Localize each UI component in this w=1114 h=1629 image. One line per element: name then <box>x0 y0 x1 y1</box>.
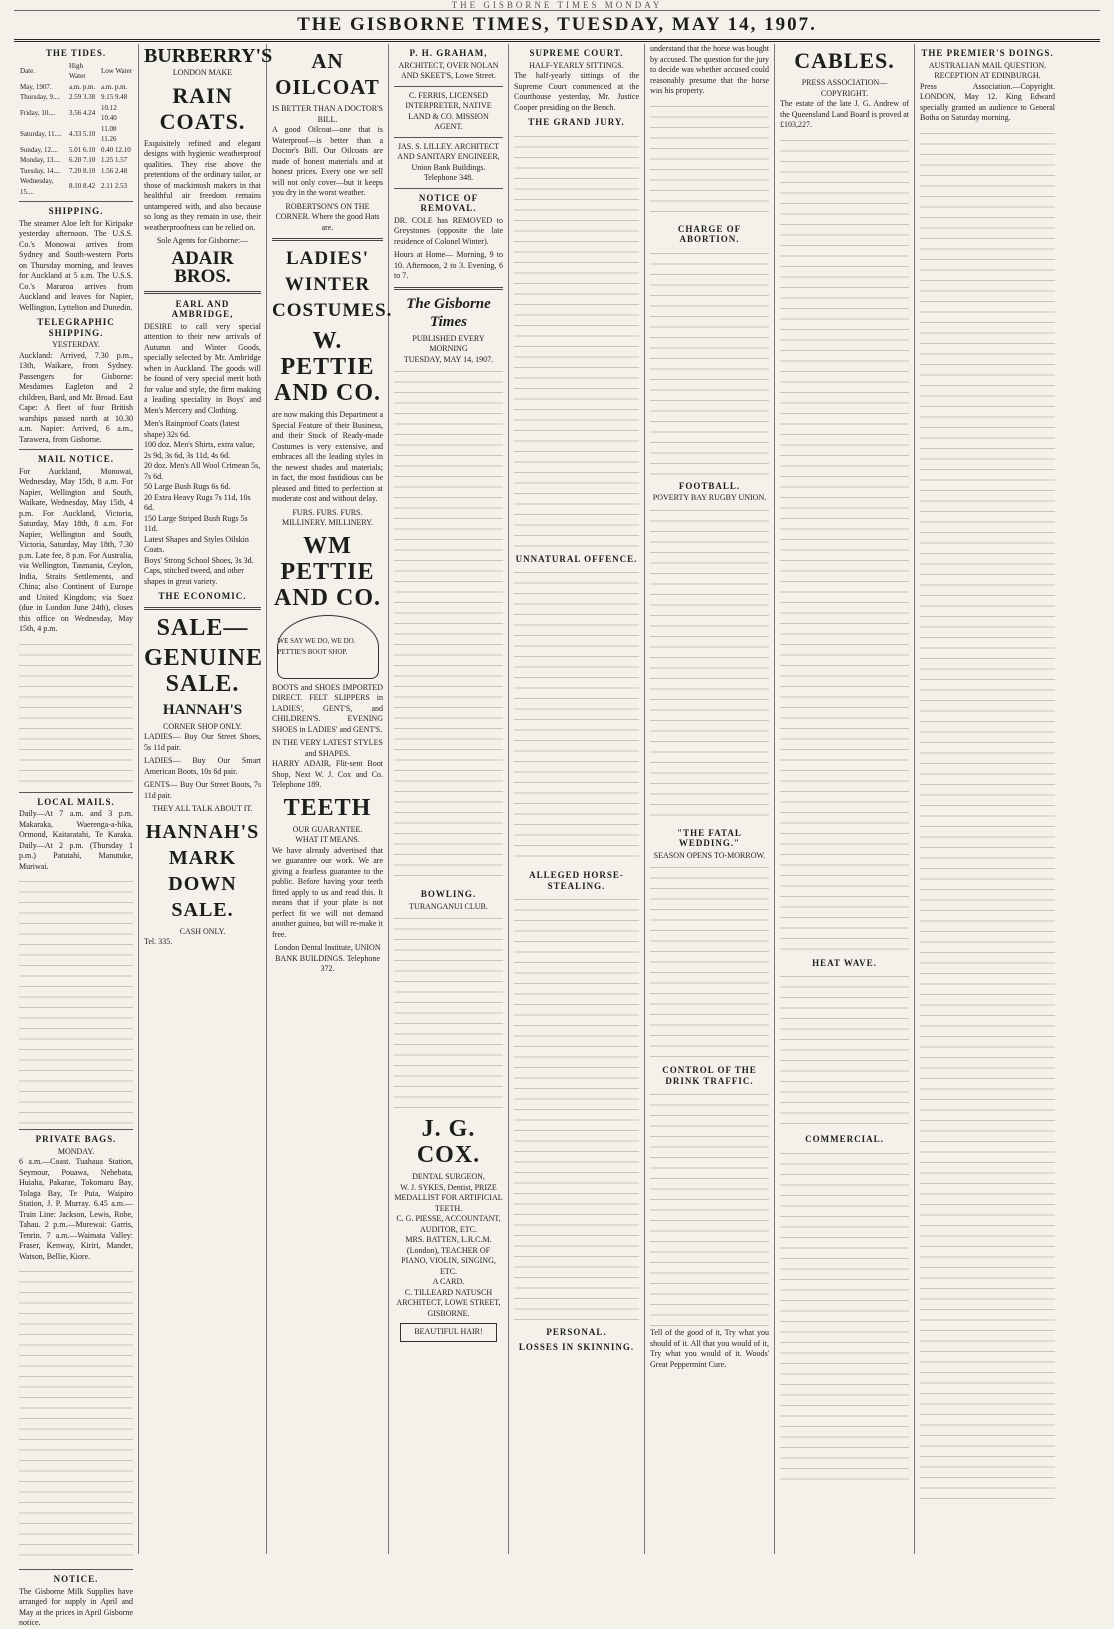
tides-row <box>19 103 133 124</box>
newspaper-page <box>14 0 1100 1627</box>
earl-item: Caps, stitched tweed, and other shapes in great variety. <box>144 566 244 586</box>
charge-title: CHARGE OF ABORTION. <box>677 223 742 244</box>
tides-cell: 2.11 2.53 <box>101 182 128 191</box>
mail-title: MAIL NOTICE. <box>37 454 114 464</box>
fatal-wedding-sub: SEASON OPENS TO-MORROW. <box>653 850 766 860</box>
tides-cell: Monday, 13.... <box>20 156 61 164</box>
earl-item: 50 Large Bush Rugs 6s 6d. <box>144 482 231 491</box>
tides-row <box>19 145 133 156</box>
tilleard: C. TILLEARD NATUSCH ARCHITECT, LOWE STREET, GISBORNE. <box>396 1287 501 1318</box>
sale-big: GENUINE SALE. <box>144 644 264 697</box>
cables-text: The estate of the late J. G. Andrew of the Queensland Land Board is proved at £103,227. <box>780 99 909 129</box>
tides-row <box>19 92 133 103</box>
harry-adair: HARRY ADAIR, Flit-sent Boot Shop, Next W. J. Cox and Co. Telephone 189. <box>272 759 383 789</box>
seal-text: WE SAY WE DO, WE DO. PETTIE'S BOOT SHOP. <box>277 637 356 656</box>
sykes: W. J. SYKES, Dentist, PRIZE MEDALLIST FOR ARTIFICIAL TEETH. <box>394 1182 503 1213</box>
burberry-text: Exquisitely refined and elegant designs with hygienic weatherproof qualities. They rise above the pretentions of the ordinary tailor, or those of mackintosh makers in that healthful air freedom remains untampered with, and also because so long as they remain in use, their weatherproofness can be relied on. <box>144 138 261 232</box>
burberry-sub: LONDON MAKE <box>172 68 233 77</box>
bowling-sub: TURANGANUI CLUB. <box>409 901 488 911</box>
commercial-text <box>780 1147 909 1487</box>
telegraphic-text: Auckland: Arrived, 7.30 p.m., 13th, Waikare, from Sydney. Passengers for Gisborne: Mesdames Eagleton and 2 children, Bard, and Mr. Broad. East Cape: A fleet of four British warships passed north at 10.30 a.m. Napier: Arrived, 6 a.m., Tarawera, from Gisborne. <box>19 350 133 444</box>
millinery: MILLINERY. MILLINERY. <box>281 518 374 527</box>
premier-continued <box>920 127 1055 1507</box>
column-3 <box>267 44 393 1554</box>
economic-title: THE ECONOMIC. <box>158 591 247 601</box>
adair-title: ADAIR BROS. <box>171 247 234 287</box>
gisborne-times: The Gisborne Times <box>406 295 491 330</box>
drink-traffic-text <box>650 1088 769 1328</box>
robertson: ROBERTSON'S ON THE CORNER. Where the good Hats are. <box>275 201 380 232</box>
drink-traffic-title: CONTROL OF THE DRINK TRAFFIC. <box>662 1065 757 1086</box>
horse-stealing-title: ALLEGED HORSE-STEALING. <box>529 870 624 891</box>
tides-cell: 11.08 11.26 <box>101 124 117 143</box>
top-strip: THE GISBORNE TIMES MONDAY <box>14 0 1100 11</box>
shipping-text: The steamer Aloe left for Kiripake yesterday afternoon. The U.S.S. Co.'s Monowai arrives from Sydney and South-western Ports on Thursday morning, and leaves for Auckland at 5 a.m. The U.S.S. Co.'s Mararoa arrives from Auckland and leaves for Napier, Wellington, Lyttelton and Dunedin. <box>19 218 133 312</box>
london-dental: London Dental Institute, UNION BANK BUILDINGS. Telephone 372. <box>274 943 381 973</box>
charge-text <box>650 247 769 477</box>
personal-title: PERSONAL. <box>546 1327 607 1337</box>
tides-cell: a.m. p.m. <box>68 82 96 91</box>
football-sub: POVERTY BAY RUGBY UNION. <box>652 493 767 502</box>
adair-sub: Sole Agents for Gisborne:— <box>156 236 249 245</box>
burberry-title: BURBERRY'S <box>144 45 273 67</box>
grand-jury-text <box>514 130 639 550</box>
teeth-text: We have already advertised that we guarantee our work. We are giving a fearless guarantee to the public. Before having your teeth fitted apply to us and read this. It means that if your plate is not perfect fit we will not demand another guinea, but will re-make it free. <box>272 845 383 939</box>
private-bags-title: PRIVATE BAGS. <box>35 1134 117 1144</box>
earl-items-list <box>144 419 261 587</box>
tides-header: Date. <box>20 66 35 75</box>
tides-cell: Saturday, 11.... <box>20 129 62 138</box>
bowling-text <box>394 912 503 1112</box>
telegraphic-sub: YESTERDAY. <box>52 340 100 349</box>
cash-only: CASH ONLY. <box>179 926 226 936</box>
cables-continued <box>780 134 909 954</box>
football-title: FOOTBALL. <box>678 480 741 491</box>
columns <box>14 44 1100 1627</box>
removal-title: NOTICE OF REMOVAL. <box>418 192 479 213</box>
tides-cell: 10.12 10.40 <box>101 103 117 122</box>
tides-cell: 1.25 1.57 <box>101 156 128 164</box>
heat-wave-title: HEAT WAVE. <box>812 957 877 968</box>
telegraphic-title: TELEGRAPHIC SHIPPING. <box>37 317 115 338</box>
batten: MRS. BATTEN, L.R.C.M. (London), TEACHER OF PIANO, VIOLIN, SINGING, ETC. <box>401 1235 496 1276</box>
notice-text: The Gisborne Milk Supplies have arranged for supply in April and May at the prices in April Gisborne notice. <box>19 1586 133 1627</box>
fatal-wedding-text <box>650 861 769 1061</box>
markdown-title: HANNAH'S MARK DOWN SALE. <box>145 820 260 921</box>
tides-cell: Tuesday, 14.... <box>20 166 61 175</box>
guarantee: OUR GUARANTEE. <box>292 824 363 834</box>
court-title: SUPREME COURT. <box>529 48 624 58</box>
local-mails-text: Daily—At 7 a.m. and 3 p.m. Makaraka, Waerenga-a-hika, Ormond, Kaitaratahi, Te Karaka. Daily—At 2 p.m. (Thursday 1 p.m.) Patutahi, Manutuke, Muriwai. <box>19 809 133 871</box>
oilcoat-text: A good Oilcoat—one that is Waterproof—is better than a Doctor's Bill. Our Oilcoats are made of honest materials and at honest prices. Every one we sell will not only cover—but it keeps you dry in the worst weather. <box>272 125 383 197</box>
kelbian-text: understand that the horse was bought by accused. The question for the jury to decide was whether accused could reasonably presume that the horse was his property. <box>650 44 769 95</box>
tides-header: Low Water <box>101 66 133 75</box>
pettie-seal-icon <box>277 615 379 679</box>
column-1 <box>14 44 139 1627</box>
offence-text <box>514 566 639 866</box>
tides-cell: 8.10 8.42 <box>68 182 96 191</box>
hours: Hours at Home— Morning, 9 to 10. Afternoon, 2 to 3. Evening, 6 to 7. <box>394 250 503 280</box>
offence-title: UNNATURAL OFFENCE. <box>515 553 638 564</box>
graham-title: P. H. GRAHAM, <box>409 48 488 58</box>
cox-sub: DENTAL SURGEON, <box>412 1172 485 1181</box>
private-bags-continued <box>19 1265 133 1565</box>
premier-title: THE PREMIER'S DOINGS. <box>921 48 1054 58</box>
football-text <box>650 504 769 824</box>
local-mails-title: LOCAL MAILS. <box>37 796 115 807</box>
cables-sub: PRESS ASSOCIATION—COPYRIGHT. <box>801 78 888 98</box>
earl-item: 150 Large Striped Bush Rugs 5s 11d. <box>144 513 248 533</box>
private-bags-text: 6 a.m.—Coast. Tuahaua Station, Seymour, Pouawa, Nehebata, Huiaha, Pakarae, Tokomaru Bay, Tolaga Bay, Te Puia, Waipiro Station, J. P. Murray. 6.45 a.m.—Train Line: Jackson, Lewis, Robe, Tahau. 2 p.m.—Murewai: Garris, Tenrin. 7 a.m.—Waimata Valley: Fraser, Kenway, Kiriri, Mander, Watson, Bellie, Kiore. <box>19 1157 133 1261</box>
peppermint-cure: Tell of the good of it, Try what you should of it. All that you would of it, Try what you would of it. Woods' Great Peppermint Cure. <box>650 1328 769 1369</box>
pettie-title: W. PETTIE AND CO. <box>274 328 381 406</box>
ferris: C. FERRIS, LICENSED INTERPRETER, NATIVE LAND & CO. MISSION AGENT. <box>405 90 492 131</box>
tides-cell: Sunday, 12.... <box>20 145 59 154</box>
hannah-title: HANNAH'S <box>162 701 243 718</box>
sale-title: SALE— <box>156 614 249 641</box>
what-it-means: WHAT IT MEANS. <box>295 835 360 844</box>
tides-row <box>19 155 133 166</box>
earl-text: DESIRE to call very special attention to their new arrivals of Autumn and Winter Goods, specially selected by Mr. Ambridge when in Auckland. The goods will be found of very special merit both for value and style, the firm making a leading speciality in Boys' and Men's Mercery and Clothing. <box>144 321 261 415</box>
tides-cell: 3.56 4.24 <box>68 108 96 117</box>
tides-cell: 5.01 6.10 <box>68 145 96 154</box>
tides-cell: 9.15 9.48 <box>101 93 128 101</box>
tides-row <box>19 176 133 197</box>
notice-title: NOTICE. <box>53 1574 99 1584</box>
editorial-text <box>394 365 503 885</box>
tides-cell: 0.40 12.10 <box>101 145 131 154</box>
masthead-title: THE GISBORNE TIMES, TUESDAY, MAY 14, 1907. <box>14 11 1100 42</box>
very-latest: IN THE VERY LATEST STYLES and SHAPES. <box>272 738 383 758</box>
tides-row <box>19 166 133 177</box>
column-6 <box>645 44 775 1554</box>
beautiful-hair: BEAUTIFUL HAIR! <box>400 1323 497 1342</box>
pettie-title-2: WM PETTIE AND CO. <box>274 532 381 611</box>
mail-text: For Auckland, Monowai, Wednesday, May 15th, 8 a.m. For Napier, Wellington and South, Waikare, Wednesday, May 15th, 4 p.m. For Auckland, Victoria, Saturday, May 18th, 8 a.m. For Napier, Wellington and South, Victoria, Saturday, May 18th, 7.30 p.m. Late fee, 8 p.m. For Australia, via Wellington, Tasmania, Ceylon, India, Straits Settlements, and China; also Continent of Europe and United Kingdom; via Suez (due in London June 24th), closes this office on Wednesday, May 15th, 4 p.m. <box>19 466 133 633</box>
tides-cell: 7.20 8.10 <box>68 166 96 175</box>
column-2 <box>139 44 273 1554</box>
piesse: C. G. PIESSE, ACCOUNTANT, AUDITOR, ETC. <box>396 1214 501 1234</box>
tides-cell: May, 1907. <box>20 82 52 91</box>
teeth-title: TEETH <box>283 794 372 821</box>
fatal-wedding-title: "THE FATAL WEDDING." <box>677 827 742 848</box>
earl-item: Boys' Strong School Shoes, 3s 3d. <box>144 555 254 565</box>
earl-item: Men's Rainproof Coats (latest shape) 32s 6d. <box>144 419 240 439</box>
court-text: The half-yearly sittings of the Supreme Court commenced at the Courthouse yesterday, Mr. Justice Cooper presiding on the Bench. <box>514 71 639 112</box>
private-bags-sub: MONDAY. <box>57 1146 95 1156</box>
pettie-text: are now making this Department a Special Feature of their Business, and their Stock of Ready-made Costumes is very extensive, and embraces all the leading styles in the newest shades and materials; in fact, the most fastidious can be pleased and fitted to perfection at moderate cost and without delay. <box>272 410 383 503</box>
cox-title: J. G. COX. <box>416 1116 481 1168</box>
earl-item: 20 Extra Heavy Rugs 7s 11d, 10s 6d. <box>144 492 251 512</box>
tides-header: High Water <box>68 61 86 80</box>
heat-wave-text <box>780 970 909 1130</box>
graham-sub: ARCHITECT, OVER NOLAN AND SKEET'S, Lowe Street. <box>398 60 499 80</box>
horse-stealing-text <box>514 893 639 1323</box>
earl-item: 100 doz. Men's Shirts, extra value, 2s 9d, 3s 6d, 3s 11d, 4s 6d. <box>144 440 255 460</box>
grand-jury-title: THE GRAND JURY. <box>528 117 625 127</box>
removal-text: DR. COLE has REMOVED to Greystones (opposite the late residence of Colonel Winter). <box>394 215 503 246</box>
tides-cell: 1.56 2.48 <box>101 166 128 175</box>
edinburgh: RECEPTION AT EDINBURGH. <box>934 71 1041 80</box>
earl-title: EARL AND AMBRIDGE, <box>171 298 234 319</box>
lilley: JAS. S. LILLEY. ARCHITECT AND SANITARY ENGINEER, Union Bank Buildings. Telephone 348. <box>397 141 500 182</box>
bowling-title: BOWLING. <box>420 889 477 899</box>
tides-row <box>19 82 133 93</box>
premier-sub: AUSTRALIAN MAIL QUESTION. <box>928 60 1047 70</box>
tides-cell: a.m. p.m. <box>101 82 128 91</box>
ladies-smart: LADIES— Buy Our Smart American Boots, 10s 6d pair. <box>144 756 261 776</box>
column-5 <box>509 44 645 1554</box>
shipping-title: SHIPPING. <box>48 206 104 216</box>
tides-cell: Friday, 10.... <box>20 108 56 117</box>
earl-item: Latest Shapes and Styles Oilskin Coats. <box>144 534 249 554</box>
tides-cell: 2.59 3.38 <box>68 93 96 101</box>
column-8 <box>915 44 1060 1554</box>
gents-boots: GENTS— Buy Our Street Boots, 7s 11d pair. <box>144 780 261 800</box>
losses-title: LOSSES IN SKINNING. <box>518 1341 635 1352</box>
oilcoat-sub: IS BETTER THAN A DOCTOR'S BILL. <box>272 104 383 124</box>
commercial-title: COMMERCIAL. <box>805 1134 884 1144</box>
local-mails-continued <box>19 875 133 1125</box>
published: PUBLISHED EVERY MORNING <box>412 333 485 353</box>
tides-table <box>19 61 133 198</box>
ladies-boots: LADIES— Buy Our Street Shoes, 5s 11d pair. <box>144 732 261 752</box>
court-continued <box>650 100 769 220</box>
talk-line: THEY ALL TALK ABOUT IT. <box>152 804 253 813</box>
premier-text: Press Association.—Copyright. LONDON, May 12. King Edward specially granted an audience to General Botha on Saturday morning. <box>920 81 1055 122</box>
cables-title: CABLES. <box>794 48 895 73</box>
oilcoat-title: AN OILCOAT <box>275 49 380 99</box>
mail-continued <box>19 638 133 788</box>
tides-cell: Wednesday, 15.... <box>20 177 54 196</box>
burberry-big: RAIN COATS. <box>159 82 246 134</box>
court-sub: HALF-YEARLY SITTINGS. <box>529 60 624 70</box>
tides-header-row <box>19 61 133 82</box>
boots-text: BOOTS and SHOES IMPORTED DIRECT. FELT SLIPPERS in LADIES', GENT'S, and CHILDREN'S. EVENING SHOES in LADIES' and GENT'S. <box>272 682 383 734</box>
tides-cell: Thursday, 9.... <box>20 93 60 101</box>
tides-row <box>19 124 133 145</box>
column-7 <box>775 44 915 1554</box>
ladies-title: LADIES' WINTER COSTUMES. <box>272 248 393 321</box>
tides-title: THE TIDES. <box>45 48 107 58</box>
tel: Tel. 335. <box>144 937 173 946</box>
column-4 <box>389 44 509 1554</box>
furs: FURS. FURS. FURS. <box>292 507 363 517</box>
tides-cell: 4.33 5.10 <box>68 129 96 138</box>
earl-item: 20 doz. Men's All Wool Crimean 5s, 7s 6d. <box>144 461 261 481</box>
hannah-sub: CORNER SHOP ONLY. <box>163 721 242 731</box>
card: A CARD. <box>432 1277 465 1286</box>
tides-cell: 6.20 7.10 <box>68 156 96 164</box>
date: TUESDAY, MAY 14, 1907. <box>403 354 494 364</box>
